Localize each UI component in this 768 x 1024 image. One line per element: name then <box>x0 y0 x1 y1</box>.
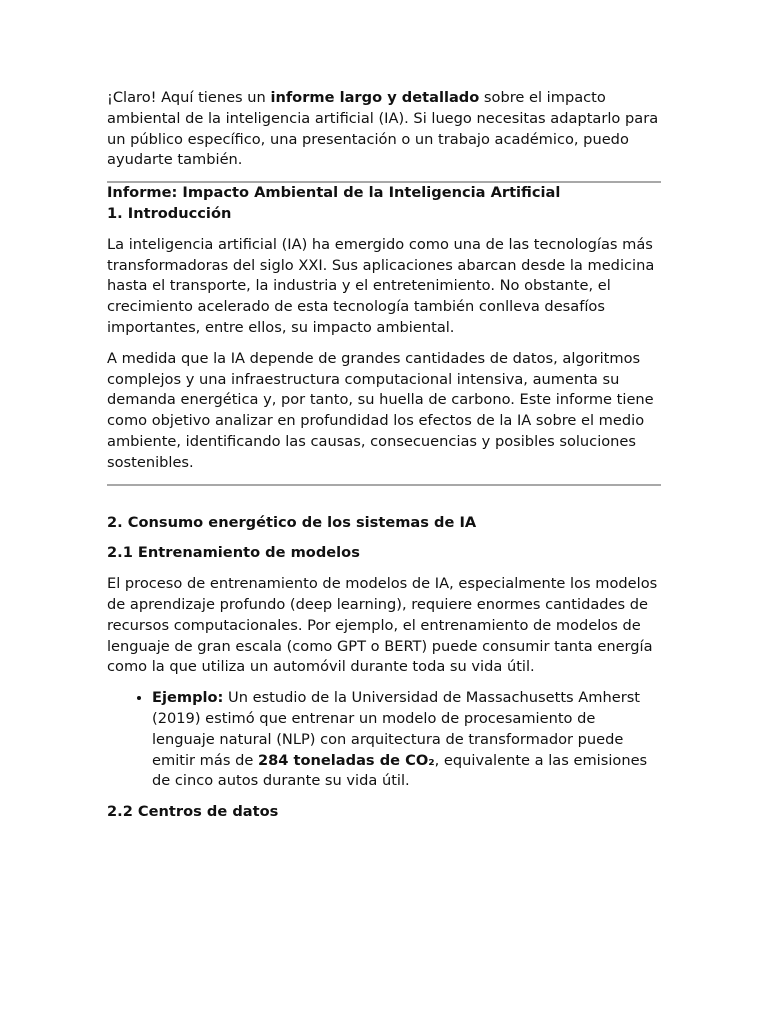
intro-paragraph <box>107 88 661 171</box>
list-item <box>152 688 661 792</box>
subsection-heading-training: 2.1 Entrenamiento de modelos <box>107 544 360 562</box>
intro-body-paragraph-1: La inteligencia artificial (IA) ha emergido como una de las tecnologías más transformadoras del siglo XXI. Sus aplicaciones abarcan desde la medicina hasta el transporte, la industria y el entretenimiento. No obstante, el crecimiento acelerado de esta tecnología también conlleva desafíos importantes, entre ellos, su impacto ambiental. <box>107 235 655 336</box>
example-text-end: , equivalente a las emisiones de cinco autos durante su vida útil. <box>152 751 648 790</box>
subsection-heading-datacenters: 2.2 Centros de datos <box>107 803 279 821</box>
example-text-start: Un estudio de la Universidad de Massachusetts Amherst (2019) estimó que entrenar un modelo de procesamiento de lenguaje natural (NLP) con arquitectura de transformador puede emitir más de <box>152 689 641 769</box>
intro-bold-text: informe largo y detallado <box>270 89 480 106</box>
intro-text-end: sobre el impacto ambiental de la inteligencia artificial (IA). Si luego necesitas adaptarlo para un público específico, una presentación o un trabajo académico, puedo ayudarte también. <box>107 89 659 169</box>
divider <box>107 484 661 486</box>
intro-body-paragraph-2: A medida que la IA depende de grandes cantidades de datos, algoritmos complejos y una infraestructura computacional intensiva, aumenta su demanda energética y, por tanto, su huella de carbono. Este informe tiene como objetivo analizar en profundidad los efectos de la IA sobre el medio ambiente, identificando las causas, consecuencias y posibles soluciones sostenibles. <box>107 349 654 471</box>
example-bold-value: 284 toneladas de CO₂ <box>257 751 435 769</box>
training-paragraph: El proceso de entrenamiento de modelos de IA, especialmente los modelos de aprendizaje profundo (deep learning), requiere enormes cantidades de recursos computacionales. Por ejemplo, el entrenamiento de modelos de lenguaje de gran escala (como GPT o BERT) puede consumir tanta energía como la que utiliza un automóvil durante toda su vida útil. <box>107 575 658 676</box>
section-heading-energy: 2. Consumo energético de los sistemas de IA <box>107 513 477 531</box>
report-title: Informe: Impacto Ambiental de la Inteligencia Artificial <box>107 184 561 202</box>
intro-text-start: ¡Claro! Aquí tienes un <box>107 89 271 106</box>
example-label: Ejemplo: <box>152 689 224 707</box>
section-heading-introduction: 1. Introducción <box>107 204 232 222</box>
example-list <box>107 688 661 792</box>
document-page <box>107 88 661 823</box>
